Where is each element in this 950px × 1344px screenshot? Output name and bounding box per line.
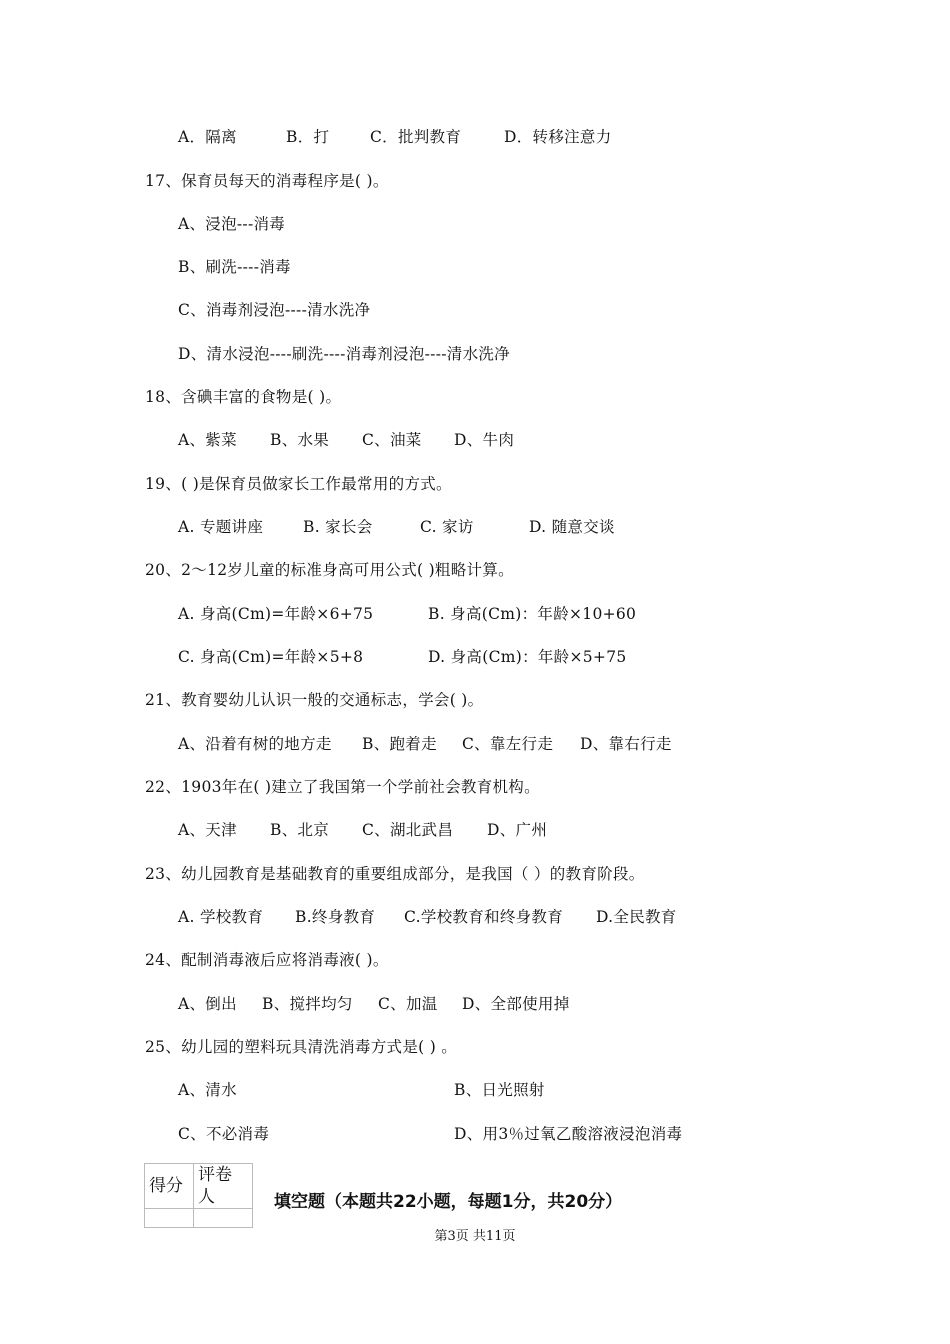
q18-option-b: B、水果 xyxy=(270,431,330,449)
q18-option-c: C、油菜 xyxy=(362,431,422,449)
q19-stem: 19、( )是保育员做家长工作最常用的方式。 xyxy=(145,475,452,493)
q17-stem: 17、保育员每天的消毒程序是( )。 xyxy=(145,172,389,190)
q19-option-a: A. 专题讲座 xyxy=(178,518,264,536)
q17-option-d: D、清水浸泡----刷洗----消毒剂浸泡----清水洗净 xyxy=(178,345,510,363)
q17-option-b: B、刷洗----消毒 xyxy=(178,258,291,276)
q21-option-b: B、跑着走 xyxy=(362,735,437,753)
q24-stem: 24、配制消毒液后应将消毒液( )。 xyxy=(145,951,389,969)
q16-option-b: B．打 xyxy=(286,128,330,146)
q25-option-b: B、日光照射 xyxy=(454,1081,545,1099)
q17-option-a: A、浸泡---消毒 xyxy=(178,215,286,233)
q20-option-b: B. 身高(Cm)：年龄×10+60 xyxy=(428,605,637,623)
q23-option-a: A. 学校教育 xyxy=(178,908,264,926)
q16-option-a: A．隔离 xyxy=(178,128,237,146)
q20-option-d: D. 身高(Cm)：年龄×5+75 xyxy=(428,648,627,666)
q20-stem: 20、2～12岁儿童的标准身高可用公式( )粗略计算。 xyxy=(145,561,514,579)
q24-option-b: B、搅拌均匀 xyxy=(262,995,353,1013)
q25-option-c: C、不必消毒 xyxy=(178,1125,270,1143)
score-table xyxy=(144,1163,253,1228)
q22-option-b: B、北京 xyxy=(270,821,330,839)
q24-option-c: C、加温 xyxy=(378,995,438,1013)
q16-option-c: C．批判教育 xyxy=(370,128,462,146)
score-cell xyxy=(145,1209,194,1228)
q19-option-d: D. 随意交谈 xyxy=(529,518,615,536)
q17-option-c: C、消毒剂浸泡----清水洗净 xyxy=(178,301,371,319)
q19-option-c: C. 家访 xyxy=(420,518,474,536)
q23-option-c: C.学校教育和终身教育 xyxy=(404,908,564,926)
grader-header: 评卷人 xyxy=(194,1164,253,1209)
q18-option-d: D、牛肉 xyxy=(454,431,515,449)
q20-option-c: C. 身高(Cm)=年龄×5+8 xyxy=(178,648,364,666)
q25-option-d: D、用3％过氧乙酸溶液浸泡消毒 xyxy=(454,1125,683,1143)
q20-option-a: A. 身高(Cm)=年龄×6+75 xyxy=(178,605,374,623)
q22-option-a: A、天津 xyxy=(178,821,237,839)
q22-option-c: C、湖北武昌 xyxy=(362,821,454,839)
section-title: 填空题（本题共22小题，每题1分，共20分） xyxy=(274,1192,623,1212)
q21-option-d: D、靠右行走 xyxy=(580,735,672,753)
q21-option-a: A、沿着有树的地方走 xyxy=(178,735,332,753)
q25-stem: 25、幼儿园的塑料玩具清洗消毒方式是( ) 。 xyxy=(145,1038,458,1056)
q24-option-a: A、倒出 xyxy=(178,995,237,1013)
score-header: 得分 xyxy=(145,1164,194,1209)
q16-option-d: D．转移注意力 xyxy=(504,128,612,146)
q22-option-d: D、广州 xyxy=(487,821,548,839)
q25-option-a: A、清水 xyxy=(178,1081,237,1099)
q21-option-c: C、靠左行走 xyxy=(462,735,554,753)
q24-option-d: D、全部使用掉 xyxy=(462,995,570,1013)
q18-option-a: A、紫菜 xyxy=(178,431,237,449)
q21-stem: 21、教育婴幼儿认识一般的交通标志，学会( )。 xyxy=(145,691,484,709)
grader-cell xyxy=(194,1209,253,1228)
q23-option-d: D.全民教育 xyxy=(596,908,677,926)
page-footer: 第3页 共11页 xyxy=(434,1229,516,1244)
q23-option-b: B.终身教育 xyxy=(295,908,376,926)
q19-option-b: B. 家长会 xyxy=(303,518,373,536)
q23-stem: 23、幼儿园教育是基础教育的重要组成部分，是我国（ ）的教育阶段。 xyxy=(145,865,645,883)
q22-stem: 22、1903年在( )建立了我国第一个学前社会教育机构。 xyxy=(145,778,540,796)
q18-stem: 18、含碘丰富的食物是( )。 xyxy=(145,388,342,406)
